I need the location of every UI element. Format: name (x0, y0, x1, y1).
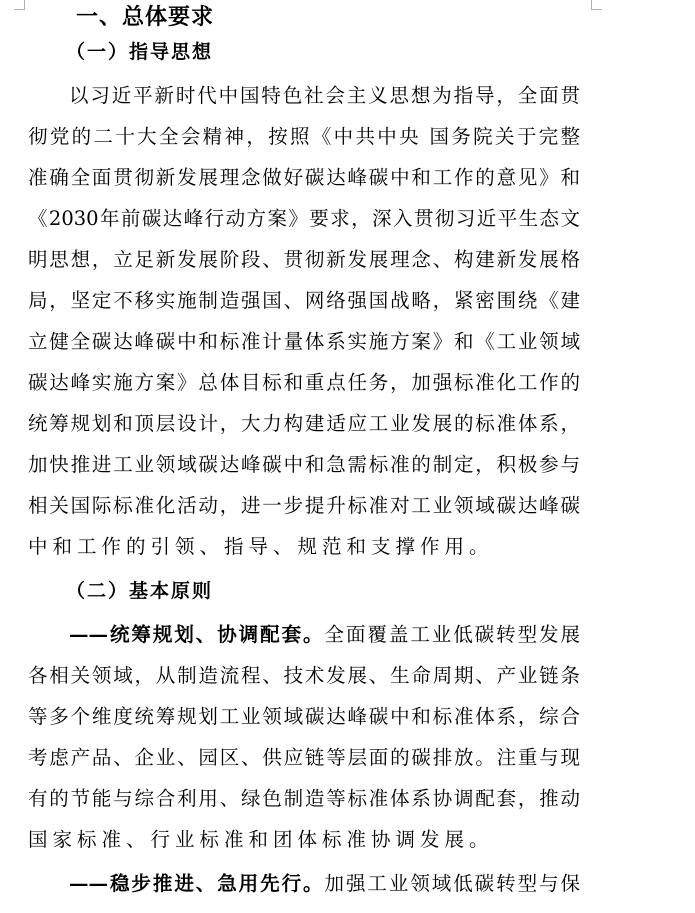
paragraph-line: 以习近平新时代中国特色社会主义思想为指导，全面贯 (69, 84, 580, 107)
paragraph-line: 《2030年前碳达峰行动方案》要求，深入贯彻习近平生态文 (28, 207, 580, 230)
subsection-heading-guiding: （一）指导思想 (66, 41, 214, 63)
page-corner-mark-left (14, 0, 25, 10)
paragraph-line: 局，坚定不移实施制造强国、网络强国战略，紧密围绕《建 (28, 289, 580, 312)
principle-lead: ——统筹规划、协调配套。 (69, 623, 325, 646)
principle-line (69, 872, 580, 896)
paragraph-line: 国家标准、行业标准和团体标准协调发展。 (28, 828, 494, 851)
paragraph-line: 等多个维度统筹规划工业领域碳达峰碳中和标准体系，综合 (28, 705, 580, 728)
paragraph-line: 考虑产品、企业、园区、供应链等层面的碳排放。注重与现 (28, 746, 580, 769)
principle-text: 加强工业领域低碳转型与保 (324, 872, 580, 895)
paragraph-line: 相关国际标准化活动，进一步提升标准对工业领域碳达峰碳 (28, 494, 580, 517)
paragraph-line: 有的节能与综合利用、绿色制造等标准体系协调配套，推动 (28, 787, 580, 810)
page-corner-mark-right (591, 0, 602, 10)
principle-lead: ——稳步推进、急用先行。 (69, 872, 325, 895)
principle-text: 全面覆盖工业低碳转型发展 (324, 623, 580, 646)
paragraph-line: 碳达峰实施方案》总体目标和重点任务，加强标准化工作的 (28, 371, 580, 394)
paragraph-line: 准确全面贯彻新发展理念做好碳达峰碳中和工作的意见》和 (28, 166, 580, 189)
subsection-heading-principles: （二）基本原则 (66, 580, 214, 602)
principle-line (69, 623, 580, 647)
section-heading: 一、总体要求 (76, 4, 215, 30)
paragraph-line: 立健全碳达峰碳中和标准计量体系实施方案》和《工业领域 (28, 330, 580, 353)
paragraph-line: 中和工作的引领、指导、规范和支撑作用。 (28, 535, 494, 558)
paragraph-line: 统筹规划和顶层设计，大力构建适应工业发展的标准体系， (28, 412, 580, 435)
paragraph-line: 加快推进工业领域碳达峰碳中和急需标准的制定，积极参与 (28, 453, 580, 476)
paragraph-line: 彻党的二十大全会精神，按照《中共中央 国务院关于完整 (28, 125, 580, 148)
paragraph-line: 各相关领域，从制造流程、技术发展、生命周期、产业链条 (28, 664, 580, 687)
paragraph-line: 明思想，立足新发展阶段、贯彻新发展理念、构建新发展格 (28, 248, 580, 271)
